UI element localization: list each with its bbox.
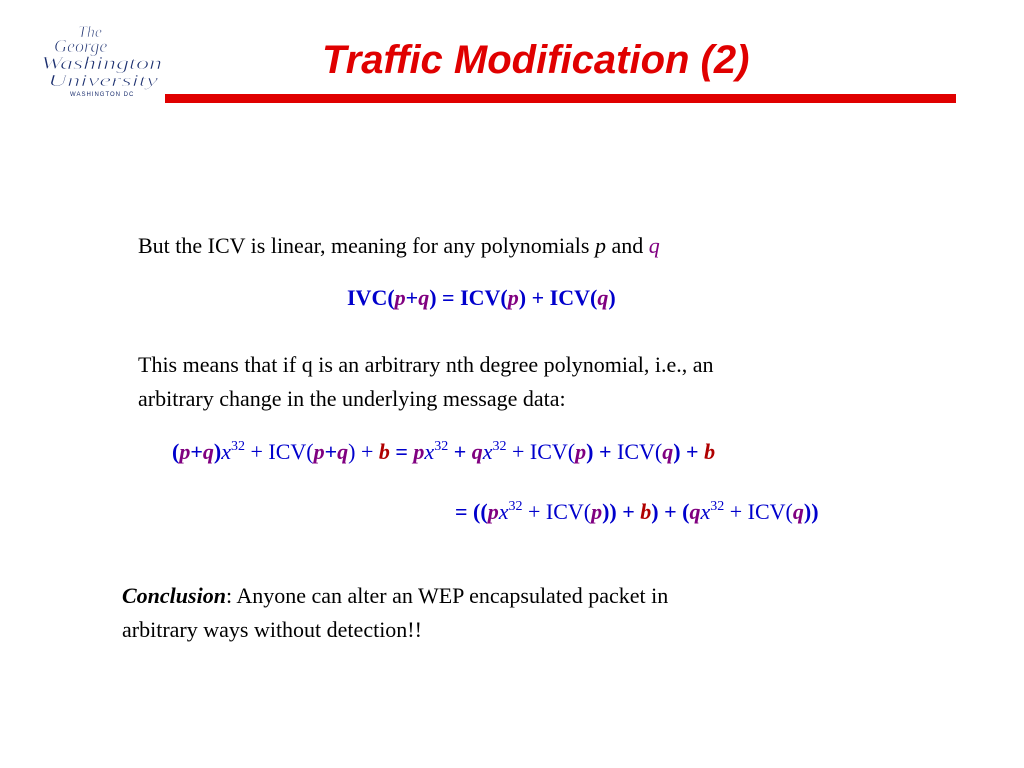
paragraph-2-line-2: arbitrary change in the underlying message data: bbox=[138, 386, 566, 411]
eq3-close-plus: )) + bbox=[602, 499, 641, 524]
logo-line-4: University bbox=[48, 71, 159, 90]
eq2-x2: x bbox=[424, 439, 435, 464]
var-q: q bbox=[648, 233, 660, 258]
eq1-icv2: ICV( bbox=[549, 285, 598, 310]
eq2-exp: 32 bbox=[230, 438, 245, 454]
conclusion-text-1: : Anyone can alter an WEP encapsulated packet in bbox=[225, 583, 669, 608]
eq3-x: x bbox=[498, 499, 509, 524]
paragraph-2-line-1: This means that if q is an arbitrary nth degree polynomial, i.e., an bbox=[138, 352, 714, 377]
eq1-q: q bbox=[418, 285, 430, 310]
eq2-close-plus3: ) + bbox=[673, 439, 705, 464]
eq2-x3: x bbox=[482, 439, 493, 464]
eq2-exp2: 32 bbox=[434, 438, 449, 454]
eq1-ivc: IVC( bbox=[347, 285, 395, 310]
eq2-b: b bbox=[378, 439, 390, 464]
eq2-q3: q bbox=[471, 439, 483, 464]
eq2-q: q bbox=[202, 439, 214, 464]
conclusion-label: Conclusion bbox=[122, 583, 226, 608]
eq2-close: ) bbox=[213, 439, 222, 464]
eq3-plus-icv: + ICV( bbox=[522, 499, 592, 524]
eq3-q: q bbox=[689, 499, 701, 524]
eq3-close: )) bbox=[803, 499, 819, 524]
eq2-icv3: ICV( bbox=[617, 439, 663, 464]
gwu-logo-icon bbox=[40, 22, 164, 100]
eq2-plus: + bbox=[190, 439, 203, 464]
slide-title bbox=[322, 38, 749, 82]
logo-line-3: Washington bbox=[41, 53, 162, 73]
eq1-plus2: ) + bbox=[518, 285, 550, 310]
eq3-p2: p bbox=[591, 499, 603, 524]
eq3-p: p bbox=[487, 499, 499, 524]
eq2-open: ( bbox=[172, 439, 180, 464]
eq2-exp3: 32 bbox=[492, 438, 507, 454]
eq2-p2: p bbox=[313, 439, 325, 464]
eq2-plus-icv2: + ICV( bbox=[506, 439, 576, 464]
eq3-q2: q bbox=[792, 499, 804, 524]
eq2-close-plus2: ) + bbox=[586, 439, 617, 464]
eq1-equals: ) = bbox=[429, 285, 461, 310]
eq2-plus3: + bbox=[448, 439, 472, 464]
eq2-p: p bbox=[179, 439, 191, 464]
eq2-q4: q bbox=[662, 439, 674, 464]
conclusion-line-2: arbitrary ways without detection!! bbox=[122, 617, 422, 642]
eq1-p: p bbox=[394, 285, 406, 310]
eq3-x2: x bbox=[700, 499, 711, 524]
eq1-plus: + bbox=[405, 285, 419, 310]
title-underline bbox=[165, 94, 956, 103]
eq3-close-plus2: ) + ( bbox=[651, 499, 690, 524]
eq2-p4: p bbox=[575, 439, 587, 464]
paragraph-1-and: and bbox=[605, 233, 649, 258]
equation-2 bbox=[172, 437, 715, 467]
eq3-exp2: 32 bbox=[710, 498, 725, 514]
equation-1 bbox=[347, 283, 616, 313]
eq2-x: x bbox=[221, 439, 231, 464]
eq2-plus2: + bbox=[324, 439, 338, 464]
eq1-close: ) bbox=[608, 285, 616, 310]
logo-line-1: The bbox=[78, 24, 102, 41]
logo-line-5: WASHINGTON DC bbox=[70, 92, 135, 98]
logo-line-2: George bbox=[54, 36, 108, 56]
conclusion-line-1 bbox=[122, 581, 668, 611]
eq2-plus-icv: + ICV( bbox=[244, 439, 314, 464]
eq2-close-plus: ) + bbox=[348, 439, 379, 464]
var-p: p bbox=[594, 233, 606, 258]
paragraph-1 bbox=[138, 231, 660, 261]
equation-3 bbox=[455, 497, 819, 527]
eq2-equals: = bbox=[389, 439, 414, 464]
eq3-b: b bbox=[640, 499, 652, 524]
eq3-equals: = (( bbox=[455, 499, 488, 524]
eq1-q2: q bbox=[597, 285, 609, 310]
eq3-plus-icv2: + ICV( bbox=[724, 499, 793, 524]
university-logo bbox=[40, 22, 164, 100]
slide-title-text: Traffic Modification (2) bbox=[322, 38, 750, 82]
paragraph-1-text: But the ICV is linear, meaning for any polynomials bbox=[138, 233, 595, 258]
eq2-b2: b bbox=[704, 439, 716, 464]
eq2-p3: p bbox=[413, 439, 425, 464]
eq1-p2: p bbox=[507, 285, 519, 310]
eq2-q2: q bbox=[337, 439, 349, 464]
eq1-icv1: ICV( bbox=[460, 285, 508, 310]
eq3-exp: 32 bbox=[508, 498, 523, 514]
